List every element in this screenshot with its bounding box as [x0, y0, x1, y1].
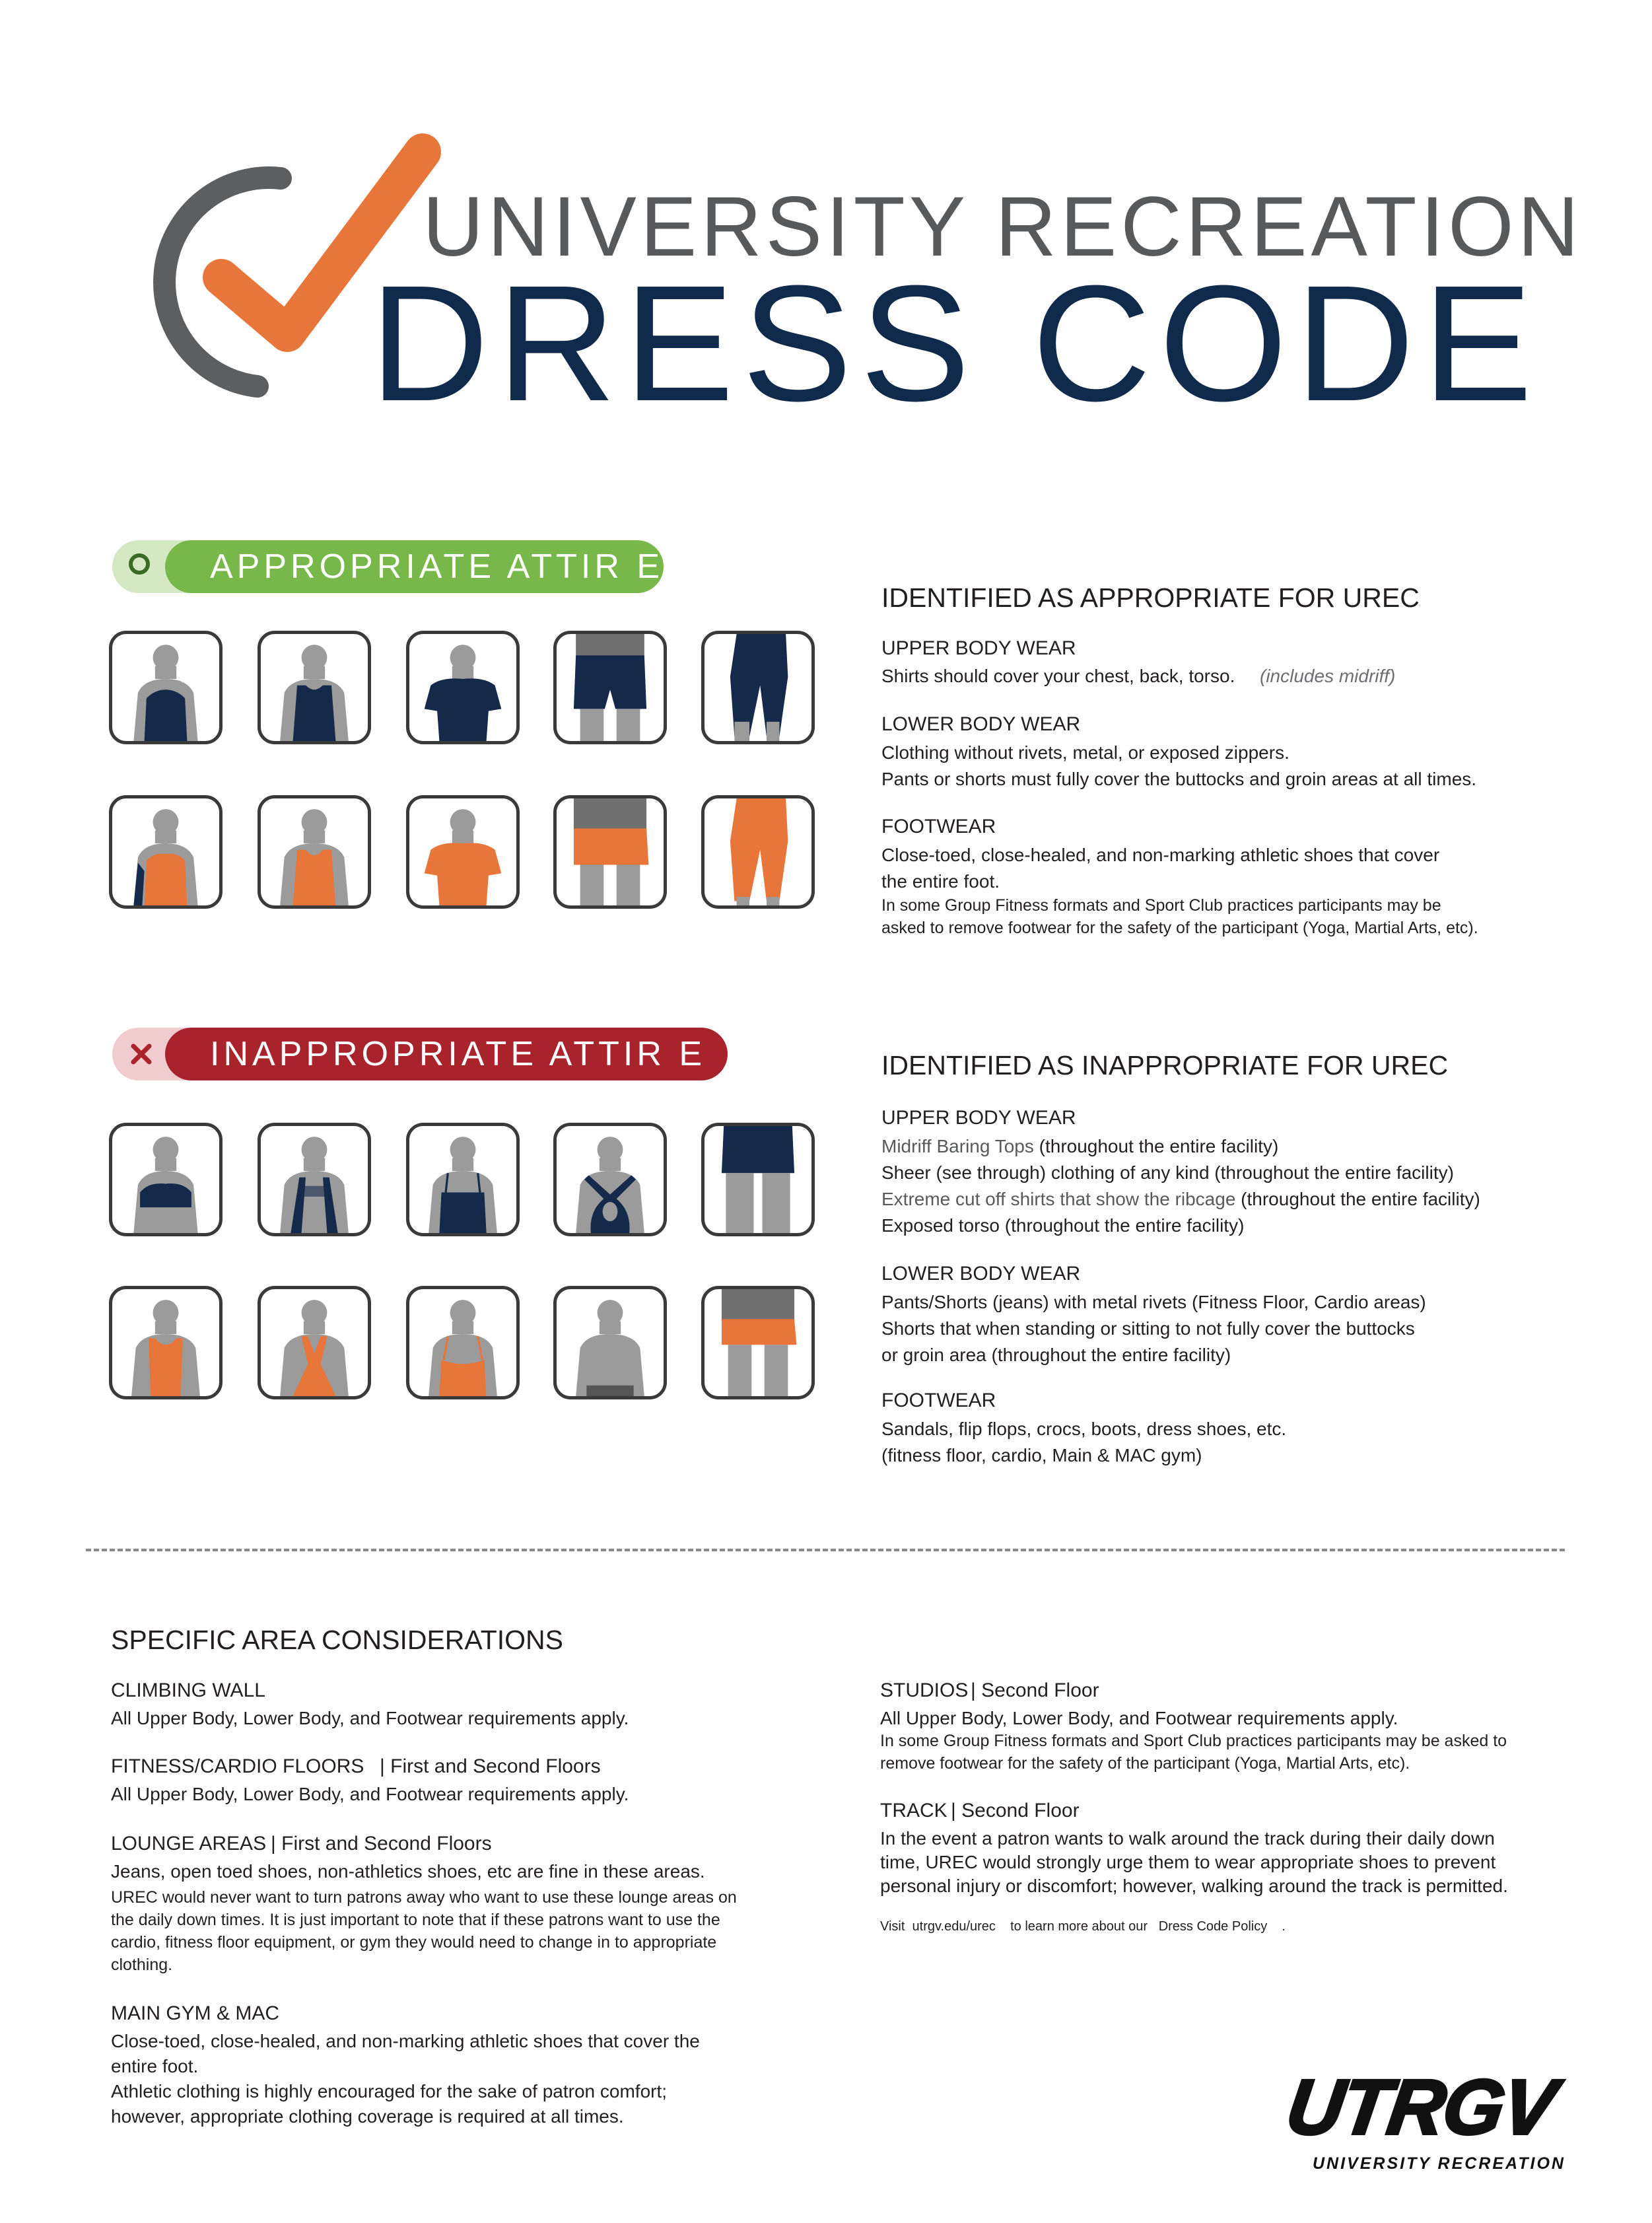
tile-cross-back-navy	[553, 1123, 667, 1236]
lounge-title: LOUNGE AREAS	[111, 1833, 267, 1854]
inappropriate-footwear-line2: (fitness floor, cardio, Main & MAC gym)	[881, 1445, 1202, 1465]
utrgv-wordmark: UTRGV	[1281, 2064, 1560, 2151]
inappropriate-footwear-line1: Sandals, flip flops, crocs, boots, dress shoes, etc.	[881, 1419, 1287, 1439]
track-line3: personal injury or discomfort; however, walking around the track is permitted.	[880, 1876, 1508, 1896]
track-floor: | Second Floor	[951, 1800, 1080, 1821]
track-line2: time, UREC would strongly urge them to wear appropriate shoes to prevent	[880, 1852, 1496, 1872]
appropriate-footwear-line4: asked to remove footwear for the safety of the participant (Yoga, Martial Arts, etc).	[881, 919, 1478, 937]
lounge-line1: Jeans, open toed shoes, non-athletics shoes, etc are fine in these areas.	[111, 1861, 705, 1882]
visit-note: Visit utrgv.edu/urec to learn more about our Dress Code Policy .	[880, 1919, 1286, 1934]
studios-line1: All Upper Body, Lower Body, and Footwear requirements apply.	[880, 1708, 1398, 1728]
lounge-line4: cardio, fitness floor equipment, or gym they would need to change in to appropriate	[111, 1933, 717, 1952]
lounge-floor: | First and Second Floors	[271, 1833, 492, 1854]
studios-title: STUDIOS	[880, 1679, 969, 1701]
tile-deep-cut-tank-orange	[109, 1286, 223, 1399]
inappropriate-upper-line3	[881, 1186, 1480, 1213]
appropriate-lower-title: LOWER BODY WEAR	[881, 713, 1081, 735]
appropriate-footwear-line2: the entire foot.	[881, 871, 1000, 892]
tile-racerback-tank-orange	[109, 795, 223, 909]
appropriate-lower-line2: Pants or shorts must fully cover the buttocks and groin areas at all times.	[881, 769, 1477, 789]
appropriate-footwear-title: FOOTWEAR	[881, 816, 996, 837]
appropriate-upper-line1: Shirts should cover your chest, back, torso.	[881, 666, 1235, 686]
tile-sheer-top-navy	[258, 1123, 371, 1236]
appropriate-upper-title: UPPER BODY WEAR	[881, 637, 1076, 659]
inappropriate-upper-line1	[881, 1133, 1278, 1160]
studios-floor: | Second Floor	[971, 1679, 1099, 1701]
lounge-line5: clothing.	[111, 1956, 173, 1974]
appropriate-pill-label: APPROPRIATE ATTIR E	[210, 547, 664, 586]
inappropriate-upper-line3a: Extreme cut off shirts that show the ribcage	[881, 1189, 1236, 1209]
appropriate-heading: IDENTIFIED AS APPROPRIATE FOR UREC	[881, 582, 1420, 613]
inappropriate-upper-line1a: Midriff Baring Tops	[881, 1136, 1034, 1156]
tile-tshirt-navy	[406, 631, 520, 744]
appropriate-lower-line1: Clothing without rivets, metal, or exposed zippers.	[881, 742, 1290, 763]
inappropriate-upper-line2: Sheer (see through) clothing of any kind (throughout the entire facility)	[881, 1162, 1454, 1183]
page-title: DRESS CODE	[370, 251, 1541, 435]
fitness-floor: | First and Second Floors	[380, 1755, 601, 1777]
inappropriate-lower-line2: Shorts that when standing or sitting to not fully cover the buttocks	[881, 1318, 1415, 1339]
tile-leggings-navy	[701, 631, 815, 744]
inappropriate-lower-line1: Pants/Shorts (jeans) with metal rivets (Fitness Floor, Cardio areas)	[881, 1292, 1426, 1312]
tile-high-shorts-orange	[701, 1286, 815, 1399]
tile-leggings-orange	[701, 795, 815, 909]
tile-shorts-navy	[553, 631, 667, 744]
maingym-line4: however, appropriate clothing coverage is required at all times.	[111, 2106, 624, 2127]
inappropriate-heading: IDENTIFIED AS INAPPROPRIATE FOR UREC	[881, 1050, 1449, 1080]
utrgv-logo	[1274, 2064, 1591, 2179]
appropriate-upper-note: (includes midriff)	[1260, 666, 1396, 686]
inappropriate-lower-line3: or groin area (throughout the entire facility)	[881, 1345, 1231, 1365]
inappropriate-upper-title: UPPER BODY WEAR	[881, 1107, 1076, 1129]
inappropriate-upper-line4: Exposed torso (throughout the entire facility)	[881, 1215, 1245, 1236]
studios-line3: remove footwear for the safety of the participant (Yoga, Martial Arts, etc).	[880, 1754, 1410, 1773]
maingym-line2: entire foot.	[111, 2056, 199, 2076]
lounge-line3: the daily down times. It is just important to note that if these patrons want to use the	[111, 1911, 720, 1929]
tile-stringer-orange	[258, 1286, 371, 1399]
climbing-title: CLIMBING WALL	[111, 1679, 265, 1701]
climbing-line1: All Upper Body, Lower Body, and Footwear requirements apply.	[111, 1708, 629, 1728]
tile-racerback-tank-navy	[109, 631, 223, 744]
fitness-line1: All Upper Body, Lower Body, and Footwear requirements apply.	[111, 1784, 629, 1804]
tile-cami-orange	[406, 1286, 520, 1399]
inappropriate-upper-line3b: (throughout the entire facility)	[1235, 1189, 1480, 1209]
tile-tank-orange	[258, 795, 371, 909]
inappropriate-footwear-title: FOOTWEAR	[881, 1390, 996, 1411]
studios-line2: In some Group Fitness formats and Sport Club practices participants may be asked to	[880, 1732, 1507, 1750]
appropriate-footwear-line1: Close-toed, close-healed, and non-marking athletic shoes that cover	[881, 845, 1440, 865]
track-title: TRACK	[880, 1800, 947, 1821]
maingym-line3: Athletic clothing is highly encouraged for the sake of patron comfort;	[111, 2081, 668, 2101]
tile-tshirt-orange	[406, 795, 520, 909]
areas-heading: SPECIFIC AREA CONSIDERATIONS	[111, 1625, 563, 1655]
inappropriate-pill-label: INAPPROPRIATE ATTIR E	[210, 1035, 706, 1073]
section-divider	[86, 1549, 1565, 1551]
tile-shorts-orange	[553, 795, 667, 909]
track-line1: In the event a patron wants to walk around the track during their daily down	[880, 1828, 1495, 1849]
tile-strappy-top-navy	[406, 1123, 520, 1236]
maingym-line1: Close-toed, close-healed, and non-marking athletic shoes that cover the	[111, 2031, 700, 2051]
header-subtitle: UNIVERSITY RECREATION	[423, 180, 1583, 274]
tile-tank-navy	[258, 631, 371, 744]
inappropriate-upper-line1b: (throughout the entire facility)	[1033, 1136, 1279, 1156]
x-icon	[129, 1042, 153, 1066]
tile-sports-bra-navy	[109, 1123, 223, 1236]
tile-short-shorts-navy	[701, 1123, 815, 1236]
lounge-line2: UREC would never want to turn patrons away who want to use these lounge areas on	[111, 1888, 737, 1907]
fitness-title: FITNESS/CARDIO FLOORS	[111, 1755, 364, 1777]
inappropriate-lower-title: LOWER BODY WEAR	[881, 1263, 1081, 1285]
maingym-title: MAIN GYM & MAC	[111, 2002, 280, 2024]
utrgv-tagline: UNIVERSITY RECREATION	[1313, 2154, 1566, 2173]
tile-shirtless	[553, 1286, 667, 1399]
appropriate-footwear-line3: In some Group Fitness formats and Sport Club practices participants may be	[881, 896, 1441, 915]
circle-icon	[127, 552, 151, 576]
